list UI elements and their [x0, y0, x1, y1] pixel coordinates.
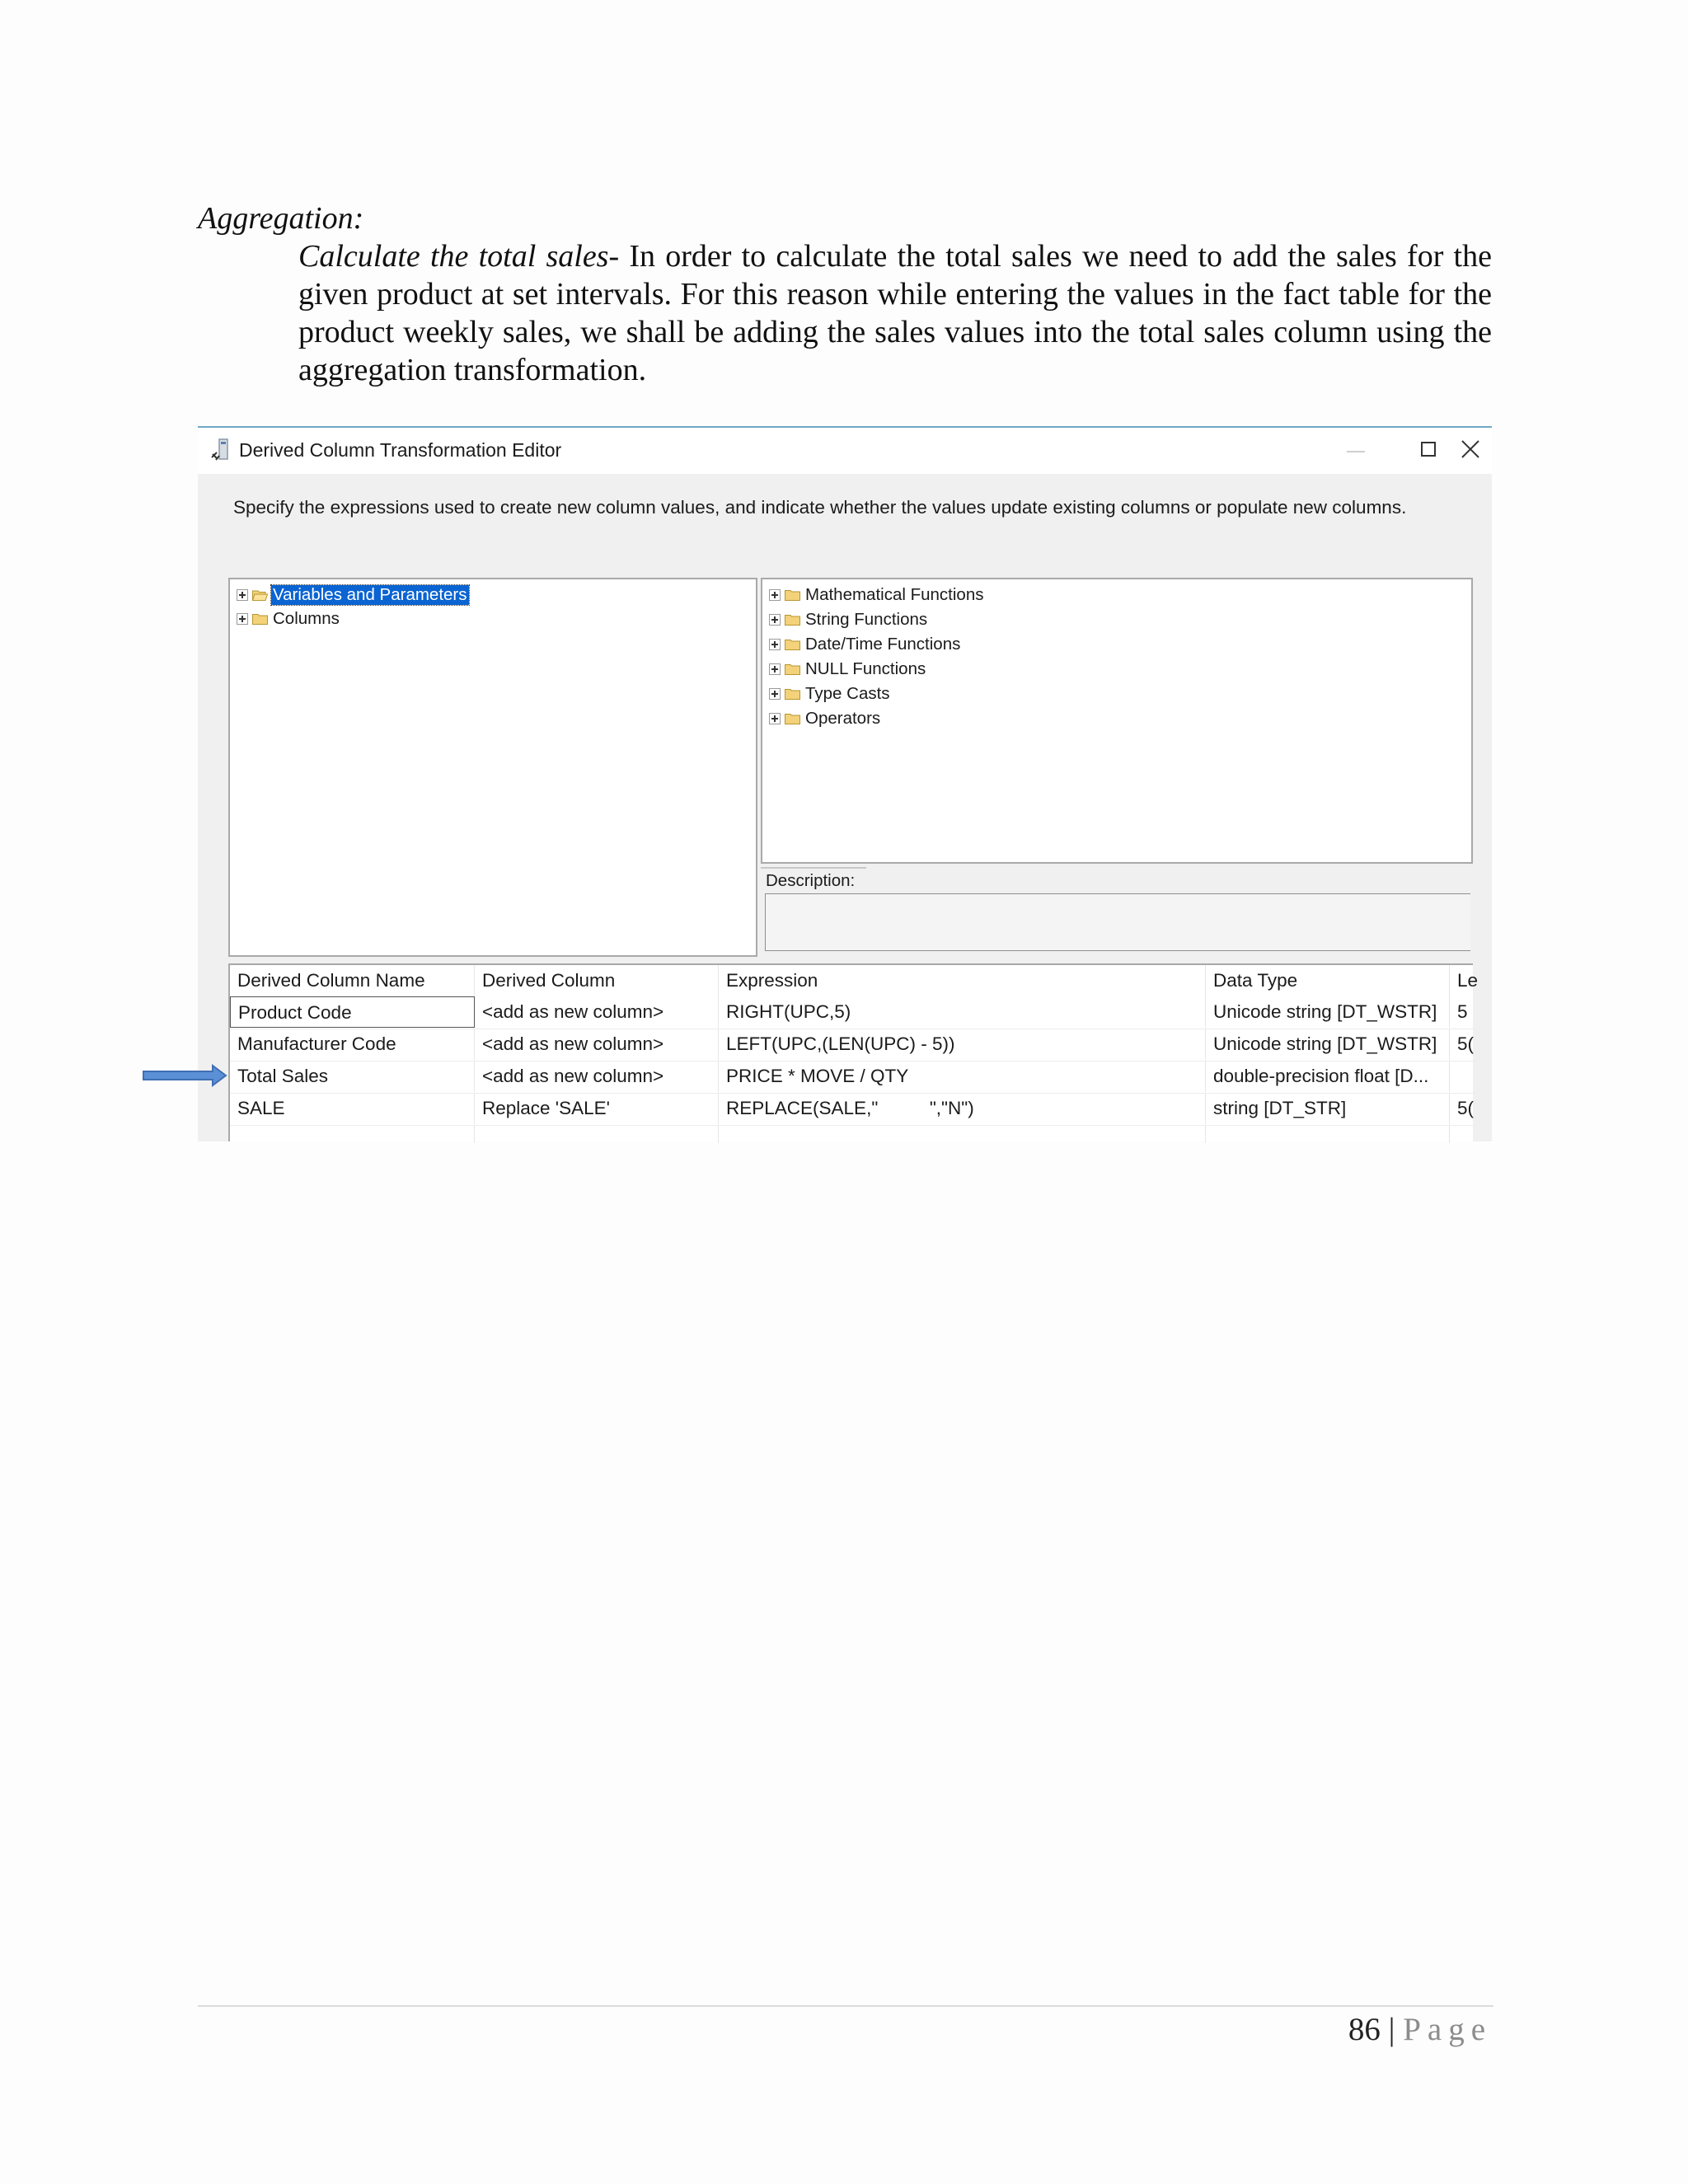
folder-icon	[785, 688, 800, 700]
cell-derived-column-name[interactable]: SALE	[230, 1093, 475, 1124]
footer-divider	[198, 2005, 1493, 2007]
app-icon	[209, 438, 232, 462]
folder-icon	[252, 613, 268, 625]
page-separator: |	[1388, 2012, 1395, 2047]
expander-icon[interactable]	[769, 589, 781, 601]
tree-item-label: Operators	[805, 709, 881, 728]
page-word: Page	[1403, 2012, 1492, 2047]
cell-data-type[interactable]: Unicode string [DT_WSTR]	[1206, 1029, 1450, 1060]
tree-item-label: NULL Functions	[805, 659, 926, 678]
cell-data-type[interactable]: string [DT_STR]	[1206, 1093, 1450, 1124]
dialog-title: Derived Column Transformation Editor	[239, 439, 562, 461]
section-heading: Aggregation:	[198, 201, 364, 236]
expander-icon[interactable]	[769, 614, 781, 626]
grid-header-row	[230, 965, 1479, 996]
expander-icon[interactable]	[769, 688, 781, 700]
table-row[interactable]	[230, 1061, 1475, 1094]
tree-item-label: Columns	[273, 609, 340, 628]
functions-tree	[761, 578, 1473, 864]
description-box	[765, 893, 1470, 951]
empty-cell	[719, 1125, 1206, 1143]
derived-column-editor-dialog	[198, 426, 1492, 1141]
header-data-type[interactable]: Data Type	[1206, 965, 1450, 996]
cell-derived-column[interactable]: <add as new column>	[475, 1029, 719, 1060]
cell-derived-column-name[interactable]: Total Sales	[230, 1061, 475, 1092]
cell-derived-column[interactable]: Replace 'SALE'	[475, 1093, 719, 1124]
cell-expression[interactable]: LEFT(UPC,(LEN(UPC) - 5))	[719, 1029, 1206, 1060]
header-expression[interactable]: Expression	[719, 965, 1206, 996]
empty-cell	[230, 1125, 475, 1143]
cell-expression[interactable]: PRICE * MOVE / QTY	[719, 1061, 1206, 1092]
header-derived-column[interactable]: Derived Column	[475, 965, 719, 996]
cell-length[interactable]: 5(	[1457, 1098, 1475, 1118]
table-row[interactable]	[230, 996, 1475, 1029]
header-derived-column-name[interactable]: Derived Column Name	[230, 965, 475, 996]
page-number-value: 86	[1348, 2012, 1381, 2047]
expander-icon[interactable]	[769, 639, 781, 650]
page-number	[1335, 2008, 1492, 2052]
cell-derived-column-name[interactable]: Product Code	[230, 996, 475, 1028]
table-row[interactable]	[230, 1093, 1475, 1126]
expander-icon[interactable]	[237, 589, 248, 601]
expander-icon[interactable]	[769, 713, 781, 724]
tree-item-label: Date/Time Functions	[805, 635, 961, 654]
empty-cell	[475, 1125, 719, 1143]
tree-item-label: String Functions	[805, 610, 928, 629]
grid-empty-row	[230, 1125, 1475, 1143]
tree-item-label: Variables and Parameters	[273, 585, 467, 604]
table-row[interactable]	[230, 1029, 1475, 1062]
paragraph-lead: Calculate the total sales	[298, 239, 609, 274]
folder-icon	[785, 713, 800, 724]
cell-expression[interactable]: REPLACE(SALE," ","N")	[719, 1093, 1206, 1124]
expander-icon[interactable]	[769, 663, 781, 675]
folder-icon	[785, 639, 800, 650]
cell-derived-column[interactable]: <add as new column>	[475, 996, 719, 1028]
folder-icon	[785, 614, 800, 626]
empty-cell	[1206, 1125, 1450, 1143]
tree-item-label: Mathematical Functions	[805, 585, 984, 604]
cell-derived-column-name[interactable]: Manufacturer Code	[230, 1029, 475, 1060]
folder-icon	[785, 663, 800, 675]
cell-data-type[interactable]: double-precision float [D...	[1206, 1061, 1450, 1092]
minimize-icon[interactable]	[1324, 428, 1390, 474]
arrow-marker-icon	[142, 1064, 227, 1087]
derived-columns-grid	[228, 963, 1479, 1141]
close-icon[interactable]	[1452, 428, 1492, 474]
cell-length[interactable]: 5	[1457, 1001, 1468, 1022]
folder-icon	[785, 589, 800, 601]
cell-length[interactable]	[1450, 1061, 1475, 1092]
header-length[interactable]: Le	[1457, 970, 1479, 991]
cell-data-type[interactable]: Unicode string [DT_WSTR]	[1206, 996, 1450, 1028]
description-label: Description:	[761, 867, 866, 893]
cell-derived-column[interactable]: <add as new column>	[475, 1061, 719, 1092]
variables-columns-tree	[228, 578, 757, 957]
folder-open-icon	[252, 589, 268, 601]
dialog-titlebar	[198, 428, 1492, 474]
cell-expression[interactable]: RIGHT(UPC,5)	[719, 996, 1206, 1028]
tree-item-label: Type Casts	[805, 684, 890, 703]
paragraph-body: - In order to calculate the total sales we need to add the sales for the given product at set intervals. For this reason while entering the values in the fact table for the product weekly sales, we shall be adding the sales values into the total sales column using the aggregation transformation.	[298, 239, 1492, 387]
expander-icon[interactable]	[237, 613, 248, 625]
cell-length[interactable]: 5(	[1457, 1033, 1475, 1054]
dialog-instructions: Specify the expressions used to create new column values, and indicate whether the values update existing columns or populate new columns.	[233, 497, 1407, 518]
section-paragraph	[298, 237, 1492, 389]
